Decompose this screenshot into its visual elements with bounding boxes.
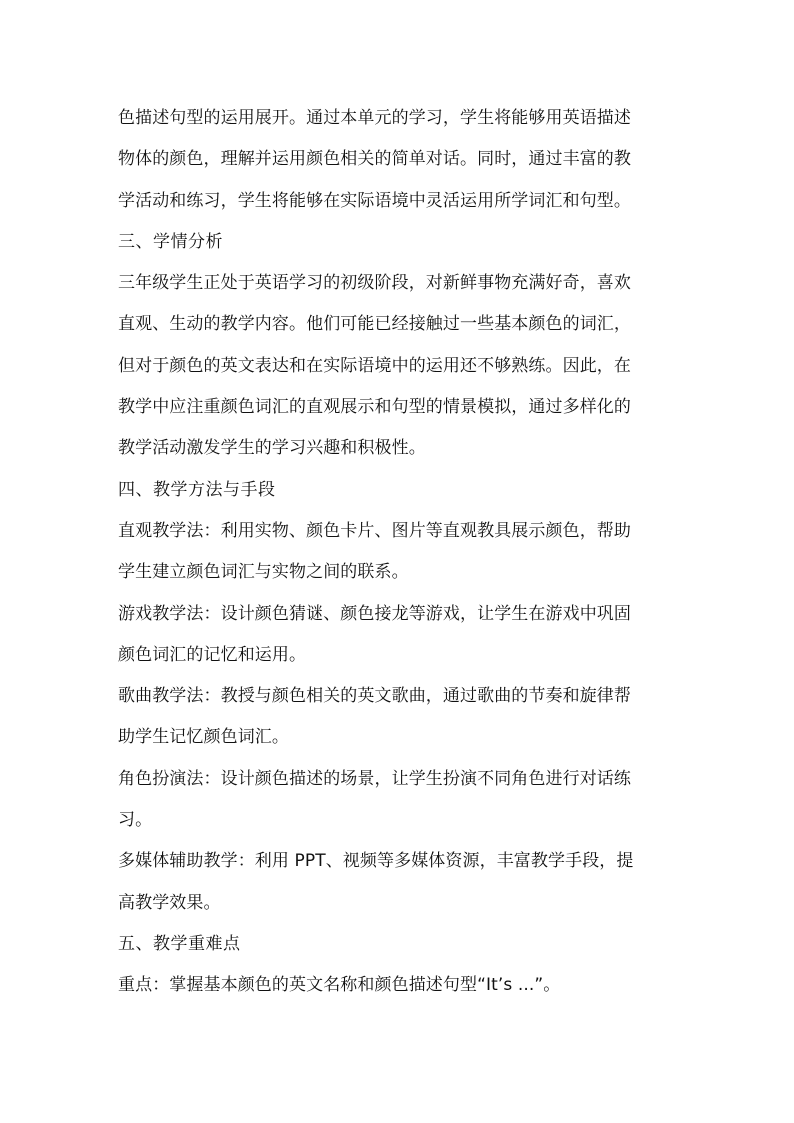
method-multimedia-line: 高教学效果。 bbox=[118, 892, 221, 913]
body-text-line: 教学中应注重颜色词汇的直观展示和句型的情景模拟，通过多样化的 bbox=[118, 397, 631, 418]
method-game-line: 游戏教学法：设计颜色猜谜、颜色接龙等游戏，让学生在游戏中巩固 bbox=[118, 603, 631, 624]
body-text-line: 三年级学生正处于英语学习的初级阶段，对新鲜事物充满好奇，喜欢 bbox=[118, 273, 631, 294]
body-text-line: 学活动和练习，学生将能够在实际语境中灵活运用所学词汇和句型。 bbox=[118, 190, 631, 211]
section-heading-methods: 四、教学方法与手段 bbox=[118, 479, 276, 500]
section-heading-learning-analysis: 三、学情分析 bbox=[118, 231, 223, 252]
body-text-line: 色描述句型的运用展开。通过本单元的学习，学生将能够用英语描述 bbox=[118, 108, 631, 128]
method-roleplay-line: 习。 bbox=[118, 810, 153, 831]
key-point-line: 重点：掌握基本颜色的英文名称和颜色描述句型“It’s ...”。 bbox=[118, 975, 561, 996]
method-visual-line: 学生建立颜色词汇与实物之间的联系。 bbox=[118, 562, 409, 583]
method-game-line: 颜色词汇的记忆和运用。 bbox=[118, 644, 307, 665]
document-page bbox=[118, 98, 684, 1007]
section-heading-key-points: 五、教学重难点 bbox=[118, 933, 241, 954]
body-text-line: 教学活动激发学生的学习兴趣和积极性。 bbox=[118, 438, 426, 459]
body-text-line: 但对于颜色的英文表达和在实际语境中的运用还不够熟练。因此，在 bbox=[118, 355, 631, 376]
method-multimedia-line: 多媒体辅助教学：利用 PPT、视频等多媒体资源，丰富教学手段，提 bbox=[118, 851, 634, 872]
body-text-line: 物体的颜色，理解并运用颜色相关的简单对话。同时，通过丰富的教 bbox=[118, 149, 631, 170]
body-text-line: 直观、生动的教学内容。他们可能已经接触过一些基本颜色的词汇， bbox=[118, 314, 631, 335]
method-visual-line: 直观教学法：利用实物、颜色卡片、图片等直观教具展示颜色，帮助 bbox=[118, 520, 631, 541]
method-song-line: 助学生记忆颜色词汇。 bbox=[118, 727, 289, 748]
method-song-line: 歌曲教学法：教授与颜色相关的英文歌曲，通过歌曲的节奏和旋律帮 bbox=[118, 686, 631, 707]
method-roleplay-line: 角色扮演法：设计颜色描述的场景，让学生扮演不同角色进行对话练 bbox=[118, 768, 631, 789]
